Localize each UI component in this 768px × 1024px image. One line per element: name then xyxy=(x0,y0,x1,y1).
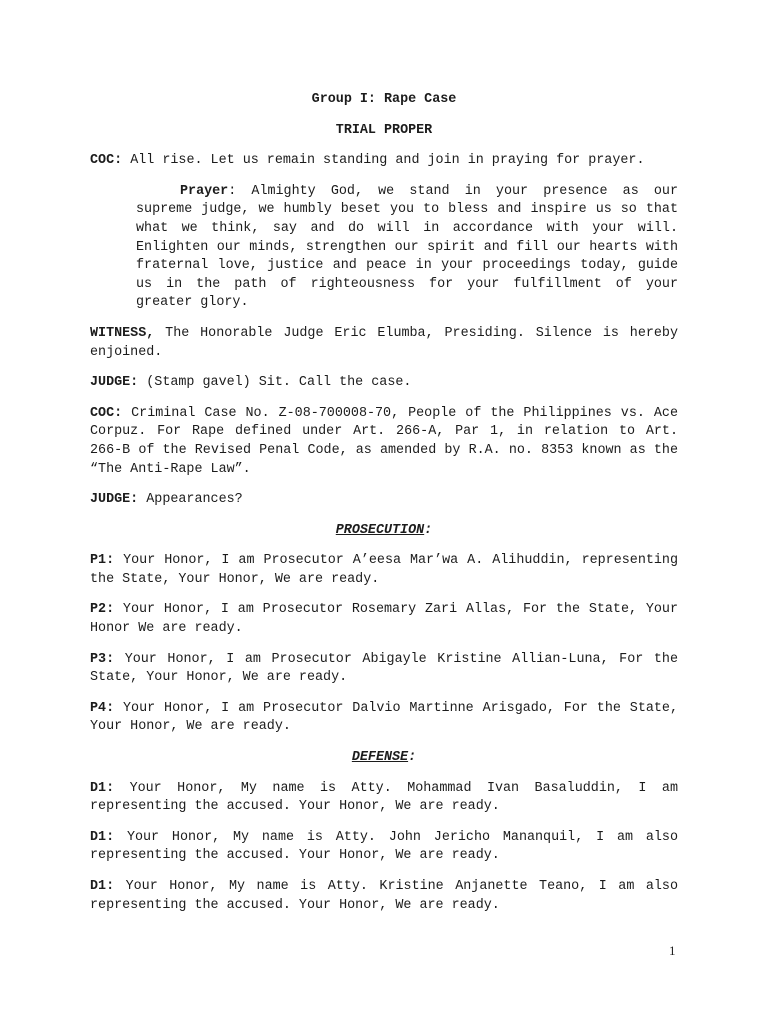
speaker-label: Prayer xyxy=(180,183,229,199)
coc-line-1 xyxy=(90,152,678,171)
line-text: Criminal Case No. Z-08-700008-70, People of the Philippines vs. Ace Corpuz. For Rape defined under Art. 266-A, Par 1, in relation to Art. 266-B of the Revised Penal Code, as amended by R.A. no. 8353 known as the “The Anti-Rape Law”. xyxy=(90,405,678,477)
prosecution-heading xyxy=(90,522,678,541)
line-text: All rise. Let us remain standing and join in praying for prayer. xyxy=(122,153,645,169)
prayer-paragraph xyxy=(90,183,678,313)
speaker-label: D1: xyxy=(90,879,115,894)
page-number: 1 xyxy=(669,943,676,958)
speaker-label: P2: xyxy=(90,602,115,618)
line-text: Your Honor, I am Prosecutor A’eesa Mar’wa A. Alihuddin, representing the State, Your Honor, We are ready. xyxy=(90,553,678,587)
speaker-label: JUDGE: xyxy=(90,492,139,508)
speaker-label: D1: xyxy=(90,829,115,845)
prosecutor-line-3 xyxy=(90,651,678,688)
prosecutor-line-1 xyxy=(90,552,678,589)
line-text: Your Honor, I am Prosecutor Rosemary Zari Allas, For the State, Your Honor We are ready. xyxy=(90,602,678,637)
line-text: Your Honor, My name is Atty. Kristine Anjanette Teano, I am also representing the accused. Your Honor, We are ready. xyxy=(90,879,678,913)
document-page xyxy=(90,91,678,927)
judge-line-1 xyxy=(90,374,678,393)
coc-line-2 xyxy=(90,405,678,479)
speaker-label: COC: xyxy=(90,153,123,169)
line-text: : Almighty God, we stand in your presence as our supreme judge, we humbly beset you to bless and inspire us so that what we think, say and do will in accordance with your will. Enlighten our minds, strengthen our spirit and fill our hearts with fraternal love, justice and peace in your proceedings today, guide us in the path of righteousness for your fulfillment of your greater glory. xyxy=(136,183,678,311)
line-text: Appearances? xyxy=(138,492,243,508)
heading-text: PROSECUTION xyxy=(335,522,425,538)
speaker-label: P3: xyxy=(90,651,115,667)
defense-line-1 xyxy=(90,780,678,817)
line-text: Your Honor, I am Prosecutor Dalvio Martinne Arisgado, For the State, Your Honor, We are ready. xyxy=(90,700,678,735)
line-text: (Stamp gavel) Sit. Call the case. xyxy=(138,375,412,391)
document-title: Group I: Rape Case xyxy=(311,92,457,107)
witness-line xyxy=(90,325,678,362)
speaker-label: WITNESS, xyxy=(90,325,155,341)
speaker-label: D1: xyxy=(90,780,115,796)
speaker-label: COC: xyxy=(90,405,123,421)
defense-line-2 xyxy=(90,829,678,866)
speaker-label: P4: xyxy=(90,700,115,716)
speaker-label: JUDGE: xyxy=(90,375,139,391)
heading-text: DEFENSE xyxy=(351,750,409,766)
line-text: The Honorable Judge Eric Elumba, Presiding. Silence is hereby enjoined. xyxy=(90,325,678,360)
defense-heading xyxy=(90,749,678,768)
line-text: Your Honor, My name is Atty. John Jericho Mananquil, I am also representing the accused. Your Honor, We are ready. xyxy=(90,829,678,864)
line-text: Your Honor, My name is Atty. Mohammad Ivan Basaluddin, I am representing the accused. Your Honor, We are ready. xyxy=(90,780,678,815)
speaker-label: P1: xyxy=(90,553,115,569)
line-text: Your Honor, I am Prosecutor Abigayle Kristine Allian-Luna, For the State, Your Honor, We are ready. xyxy=(90,651,678,686)
prosecutor-line-4 xyxy=(90,700,678,737)
document-subtitle: TRIAL PROPER xyxy=(335,122,433,138)
defense-line-3 xyxy=(90,878,678,915)
prosecutor-line-2 xyxy=(90,601,678,638)
judge-line-2 xyxy=(90,491,678,510)
heading-colon: : xyxy=(424,522,433,538)
heading-colon: : xyxy=(408,750,417,766)
